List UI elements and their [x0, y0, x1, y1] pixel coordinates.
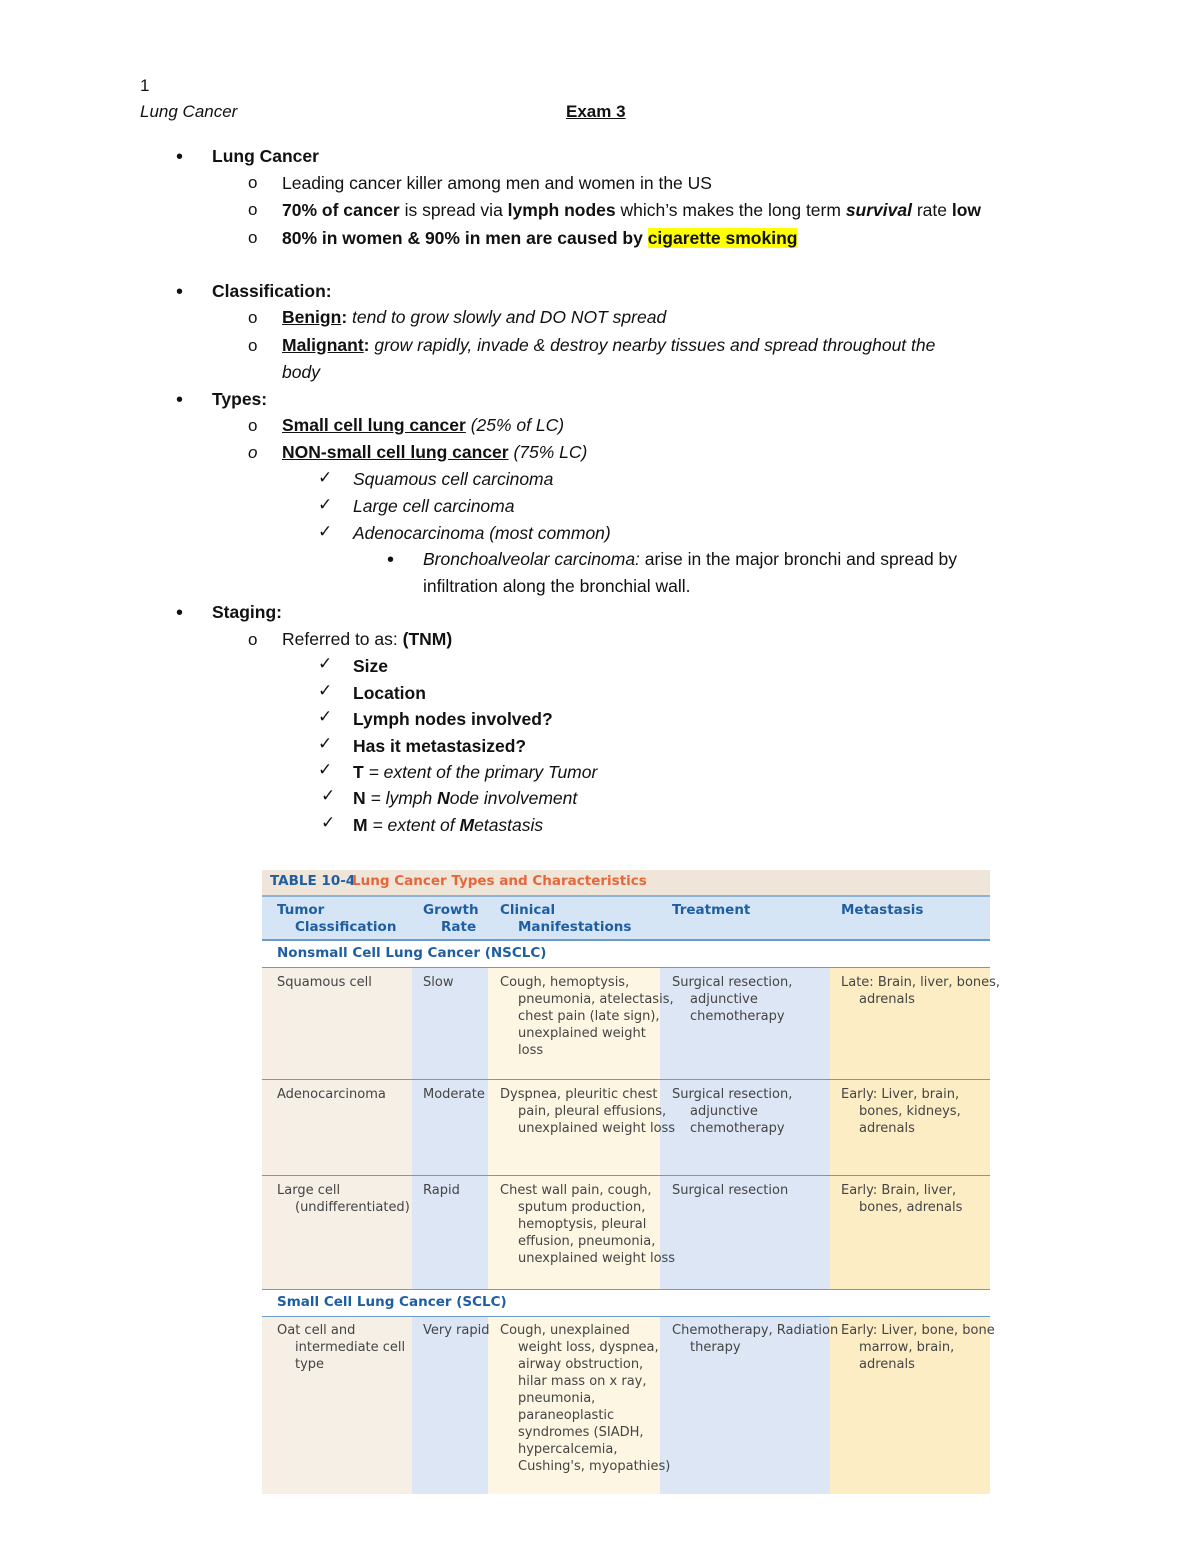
note-bronchoalveolar-cont: infiltration along the bronchial wall. — [423, 576, 691, 596]
header-treatment: Treatment — [672, 902, 751, 918]
row2-metastasis: Early: Liver, brain, bones, kidneys, adrenals — [841, 1087, 961, 1136]
circle-marker: o — [248, 228, 258, 247]
circle-marker: o — [248, 336, 258, 355]
checkmark-icon: ✓ — [318, 522, 333, 541]
highlighted-text: cigarette smoking — [647, 228, 798, 248]
row1-clinical: Cough, hemoptysis, pneumonia, atelectasis, chest pain (late sign), unexplained weight loss — [500, 975, 674, 1058]
bullet-marker: • — [176, 389, 184, 411]
checkmark-icon: ✓ — [318, 654, 333, 673]
row1-treatment: Surgical resection, adjunctive chemotherapy — [672, 975, 793, 1024]
note-lymph-nodes: Lymph nodes involved? — [353, 709, 553, 729]
note-leading-killer: Leading cancer killer among men and women in the US — [282, 173, 712, 193]
note-malignant-cont: body — [282, 362, 320, 382]
header-tumor: Tumor Classification — [277, 902, 397, 935]
header-growth: Growth Rate — [423, 902, 479, 935]
row3-metastasis: Early: Brain, liver, bones, adrenals — [841, 1183, 963, 1215]
page-number: 1 — [140, 76, 150, 95]
table-title — [262, 870, 990, 897]
circle-marker: o — [248, 443, 258, 462]
checkmark-icon: ✓ — [321, 813, 336, 832]
note-large-cell: Large cell carcinoma — [353, 496, 515, 516]
row-divider — [262, 1079, 990, 1080]
checkmark-icon: ✓ — [318, 681, 333, 700]
checkmark-icon: ✓ — [318, 495, 333, 514]
row1-metastasis: Late: Brain, liver, bones, adrenals — [841, 975, 1001, 1007]
note-adeno: Adenocarcinoma (most common) — [353, 523, 611, 543]
checkmark-icon: ✓ — [318, 468, 333, 487]
note-malignant: Malignant: grow rapidly, invade & destroy nearby tissues and spread throughout the — [282, 335, 936, 355]
row1-growth: Slow — [423, 975, 454, 990]
section-heading-classification: Classification: — [212, 281, 332, 301]
circle-marker: o — [248, 200, 258, 219]
circle-marker: o — [248, 308, 258, 327]
note-size: Size — [353, 656, 389, 676]
circle-marker: o — [248, 173, 258, 192]
row2-treatment: Surgical resection, adjunctive chemotherapy — [672, 1087, 793, 1136]
checkmark-icon: ✓ — [318, 734, 333, 753]
note-lymph-spread: 70% of cancer is spread via lymph nodes which’s makes the long term survival rate low — [282, 200, 982, 220]
row-divider — [262, 1175, 990, 1176]
note-tnm: Referred to as: (TNM) — [282, 629, 453, 649]
note-bronchoalveolar: Bronchoalveolar carcinoma: arise in the major bronchi and spread by — [423, 549, 958, 569]
bullet-marker: • — [387, 549, 395, 571]
circle-marker: o — [248, 630, 258, 649]
row2-clinical: Dyspnea, pleuritic chest pain, pleural effusions, unexplained weight loss — [500, 1087, 676, 1136]
note-non-small-cell: NON-small cell lung cancer (75% LC) — [282, 442, 588, 462]
note-location: Location — [353, 683, 426, 703]
checkmark-icon: ✓ — [321, 786, 336, 805]
section-nsclc: Nonsmall Cell Lung Cancer (NSCLC) — [262, 941, 990, 968]
row3-growth: Rapid — [423, 1183, 460, 1198]
table-number: TABLE 10-4 — [270, 873, 356, 889]
table-caption: Lung Cancer Types and Characteristics — [352, 873, 647, 889]
bullet-marker: • — [176, 146, 184, 168]
exam-title: Exam 3 — [566, 102, 626, 121]
row3-clinical: Chest wall pain, cough, sputum production, hemoptysis, pleural effusion, pneumonia, unexplained weight loss — [500, 1183, 676, 1266]
row2-growth: Moderate — [423, 1087, 485, 1102]
note-t: T = extent of the primary Tumor — [353, 762, 598, 782]
note-metastasized: Has it metastasized? — [353, 736, 527, 756]
note-m: M = extent of Metastasis — [353, 815, 544, 835]
row4-metastasis: Early: Liver, bone, bone marrow, brain, adrenals — [841, 1323, 995, 1372]
note-squamous: Squamous cell carcinoma — [353, 469, 554, 489]
row2-tumor: Adenocarcinoma — [277, 1087, 386, 1102]
bullet-marker: • — [176, 602, 184, 624]
row3-treatment: Surgical resection — [672, 1183, 789, 1198]
header-metastasis: Metastasis — [841, 902, 924, 918]
lung-cancer-table — [262, 870, 1001, 1494]
section-heading-staging: Staging: — [212, 602, 282, 622]
row4-clinical: Cough, unexplained weight loss, dyspnea, airway obstruction, hilar mass on x ray, pneumonia, paraneoplastic syndromes (SIADH, hypercalcemia, Cushing's, myopathies) — [500, 1323, 671, 1474]
row1-tumor: Squamous cell — [277, 975, 372, 990]
note-small-cell: Small cell lung cancer (25% of LC) — [282, 415, 565, 435]
section-sclc: Small Cell Lung Cancer (SCLC) — [262, 1289, 990, 1317]
note-benign: Benign: tend to grow slowly and DO NOT spread — [282, 307, 667, 327]
checkmark-icon: ✓ — [318, 707, 333, 726]
section-heading-lung-cancer: Lung Cancer — [212, 146, 319, 166]
checkmark-icon: ✓ — [318, 760, 333, 779]
row4-growth: Very rapid — [423, 1323, 490, 1338]
row4-tumor: Oat cell and intermediate cell type — [277, 1323, 406, 1372]
header-clinical: Clinical Manifestations — [500, 902, 632, 935]
circle-marker: o — [248, 416, 258, 435]
row4-treatment: Chemotherapy, Radiation therapy — [672, 1323, 839, 1355]
note-n: N = lymph Node involvement — [353, 788, 578, 808]
table-header — [262, 897, 990, 941]
row3-tumor: Large cell (undifferentiated) — [277, 1183, 410, 1215]
bullet-marker: • — [176, 281, 184, 303]
section-heading-types: Types: — [212, 389, 268, 409]
note-smoking: 80% in women & 90% in men are caused by cigarette smoking — [282, 228, 798, 248]
document-title: Lung Cancer — [140, 102, 238, 121]
